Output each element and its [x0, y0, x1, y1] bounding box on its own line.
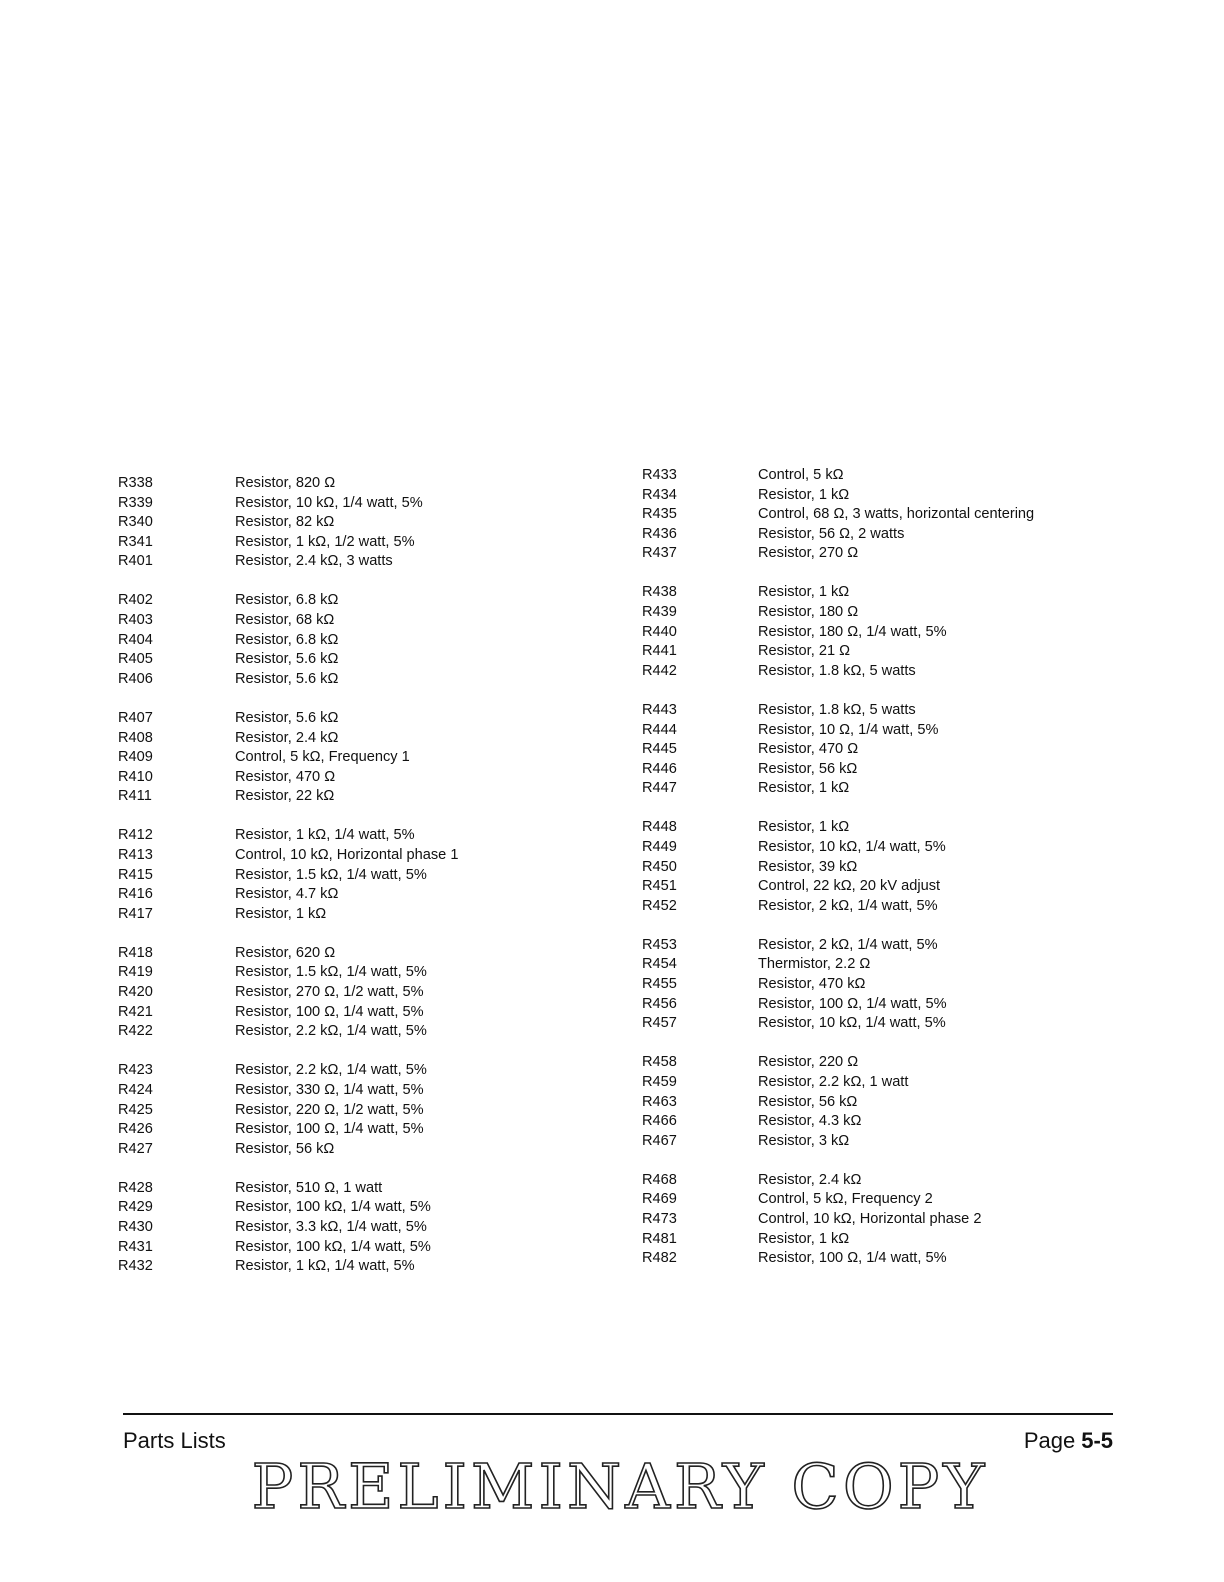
part-row — [642, 1073, 1092, 1093]
part-reference: R445 — [642, 741, 677, 758]
part-description: Resistor, 56 Ω, 2 watts — [758, 525, 905, 542]
parts-group — [118, 709, 598, 807]
parts-group — [118, 826, 598, 924]
part-reference: R456 — [642, 995, 677, 1012]
part-row — [118, 1140, 598, 1160]
part-description: Resistor, 100 kΩ, 1/4 watt, 5% — [235, 1238, 431, 1255]
part-reference: R438 — [642, 584, 677, 601]
part-row — [118, 611, 598, 631]
part-row — [642, 544, 1092, 564]
part-reference: R428 — [118, 1179, 153, 1196]
part-row — [118, 1003, 598, 1023]
part-reference: R432 — [118, 1258, 153, 1275]
part-description: Resistor, 620 Ω — [235, 944, 336, 961]
part-row — [118, 1198, 598, 1218]
part-description: Resistor, 1.5 kΩ, 1/4 watt, 5% — [235, 964, 427, 981]
part-description: Resistor, 1 kΩ — [758, 819, 850, 836]
part-reference: R427 — [118, 1140, 153, 1157]
part-row — [642, 721, 1092, 741]
parts-group — [642, 701, 1092, 799]
parts-group — [642, 1171, 1092, 1269]
part-description: Resistor, 2 kΩ, 1/4 watt, 5% — [758, 897, 938, 914]
part-row — [118, 474, 598, 494]
part-description: Resistor, 100 Ω, 1/4 watt, 5% — [235, 1003, 424, 1020]
part-reference: R437 — [642, 545, 677, 562]
part-row — [642, 1249, 1092, 1269]
part-reference: R457 — [642, 1015, 677, 1032]
part-reference: R420 — [118, 984, 153, 1001]
part-row — [642, 779, 1092, 799]
part-row — [118, 513, 598, 533]
part-reference: R408 — [118, 729, 153, 746]
part-row — [642, 701, 1092, 721]
part-row — [118, 631, 598, 651]
part-reference: R429 — [118, 1199, 153, 1216]
part-description: Resistor, 1.8 kΩ, 5 watts — [758, 662, 916, 679]
part-reference: R455 — [642, 976, 677, 993]
part-reference: R458 — [642, 1054, 677, 1071]
part-reference: R407 — [118, 709, 153, 726]
part-reference: R415 — [118, 866, 153, 883]
part-row — [642, 995, 1092, 1015]
part-reference: R447 — [642, 780, 677, 797]
part-description: Resistor, 470 kΩ — [758, 976, 866, 993]
part-description: Resistor, 10 kΩ, 1/4 watt, 5% — [235, 494, 423, 511]
part-reference: R433 — [642, 467, 677, 483]
stamp-text: PRELIMINARY COPY — [251, 1452, 989, 1522]
part-reference: R444 — [642, 721, 677, 738]
part-row — [642, 505, 1092, 525]
part-description: Resistor, 1 kΩ — [758, 584, 850, 601]
part-row — [118, 1218, 598, 1238]
part-reference: R409 — [118, 749, 153, 766]
part-row — [642, 1112, 1092, 1132]
part-row — [642, 818, 1092, 838]
part-reference: R467 — [642, 1132, 677, 1149]
part-description: Resistor, 220 Ω, 1/2 watt, 5% — [235, 1101, 424, 1118]
part-description: Resistor, 56 kΩ — [758, 1093, 858, 1110]
parts-group — [118, 1179, 598, 1277]
part-description: Control, 5 kΩ, Frequency 2 — [758, 1191, 933, 1208]
parts-group — [642, 936, 1092, 1034]
part-row — [118, 1022, 598, 1042]
part-reference: R401 — [118, 553, 153, 570]
part-row — [118, 533, 598, 553]
part-reference: R424 — [118, 1081, 153, 1098]
footer-divider — [123, 1413, 1113, 1415]
part-description: Resistor, 56 kΩ — [758, 760, 858, 777]
part-description: Resistor, 56 kΩ — [235, 1140, 335, 1157]
part-reference: R469 — [642, 1191, 677, 1208]
part-description: Resistor, 270 Ω — [758, 545, 859, 562]
part-reference: R442 — [642, 662, 677, 679]
part-description: Control, 5 kΩ, Frequency 1 — [235, 749, 410, 766]
part-description: Resistor, 2 kΩ, 1/4 watt, 5% — [758, 936, 938, 953]
part-reference: R449 — [642, 839, 677, 855]
part-description: Resistor, 180 Ω, 1/4 watt, 5% — [758, 623, 947, 640]
part-row — [118, 944, 598, 964]
part-row — [642, 583, 1092, 603]
part-reference: R481 — [642, 1230, 677, 1247]
part-reference: R405 — [118, 651, 153, 668]
part-description: Resistor, 68 kΩ — [235, 612, 335, 629]
part-row — [118, 963, 598, 983]
part-row — [118, 591, 598, 611]
part-row — [642, 877, 1092, 897]
part-description: Resistor, 10 kΩ, 1/4 watt, 5% — [758, 839, 946, 855]
part-description: Resistor, 22 kΩ — [235, 788, 335, 805]
parts-group — [118, 474, 598, 572]
part-description: Resistor, 21 Ω — [758, 643, 851, 660]
part-row — [642, 603, 1092, 623]
part-reference: R402 — [118, 592, 153, 609]
part-row — [642, 858, 1092, 878]
parts-group — [642, 1053, 1092, 1151]
part-row — [642, 955, 1092, 975]
part-reference: R482 — [642, 1250, 677, 1267]
part-reference: R450 — [642, 858, 677, 875]
part-row — [118, 1179, 598, 1199]
part-description: Resistor, 2.4 kΩ — [758, 1171, 862, 1188]
part-reference: R413 — [118, 847, 153, 863]
part-description: Resistor, 5.6 kΩ — [235, 670, 339, 687]
part-description: Thermistor, 2.2 Ω — [758, 956, 871, 973]
part-row — [642, 1053, 1092, 1073]
part-row — [118, 494, 598, 514]
part-description: Resistor, 1 kΩ, 1/4 watt, 5% — [235, 827, 415, 844]
part-description: Resistor, 10 kΩ, 1/4 watt, 5% — [758, 1015, 946, 1032]
part-description: Resistor, 10 Ω, 1/4 watt, 5% — [758, 721, 939, 738]
part-row — [118, 650, 598, 670]
part-reference: R440 — [642, 623, 677, 640]
part-reference: R338 — [118, 475, 153, 491]
part-reference: R473 — [642, 1211, 677, 1227]
part-row — [642, 1014, 1092, 1034]
part-reference: R418 — [118, 944, 153, 961]
part-description: Control, 10 kΩ, Horizontal phase 2 — [758, 1211, 982, 1227]
part-description: Resistor, 100 kΩ, 1/4 watt, 5% — [235, 1199, 431, 1216]
part-row — [118, 846, 598, 866]
part-reference: R403 — [118, 612, 153, 629]
part-description: Resistor, 2.4 kΩ, 3 watts — [235, 553, 393, 570]
part-reference: R404 — [118, 631, 153, 648]
part-reference: R468 — [642, 1171, 677, 1188]
part-reference: R451 — [642, 878, 677, 895]
part-row — [642, 1230, 1092, 1250]
part-row — [642, 897, 1092, 917]
part-reference: R453 — [642, 936, 677, 953]
part-description: Resistor, 3 kΩ — [758, 1132, 850, 1149]
part-description: Resistor, 4.7 kΩ — [235, 886, 339, 903]
part-row — [118, 709, 598, 729]
footer-section-title: Parts Lists — [123, 1428, 226, 1453]
part-reference: R448 — [642, 819, 677, 836]
part-row — [118, 1257, 598, 1277]
part-row — [642, 1132, 1092, 1152]
part-row — [118, 885, 598, 905]
part-description: Resistor, 1.8 kΩ, 5 watts — [758, 701, 916, 718]
part-description: Resistor, 330 Ω, 1/4 watt, 5% — [235, 1081, 424, 1098]
part-description: Resistor, 100 Ω, 1/4 watt, 5% — [758, 1250, 947, 1267]
part-reference: R446 — [642, 760, 677, 777]
part-reference: R416 — [118, 886, 153, 903]
part-row — [118, 729, 598, 749]
part-description: Resistor, 1 kΩ — [235, 905, 327, 922]
part-reference: R441 — [642, 643, 677, 660]
part-row — [642, 975, 1092, 995]
part-row — [642, 936, 1092, 956]
part-description: Control, 68 Ω, 3 watts, horizontal centering — [758, 506, 1035, 523]
footer-page-indicator — [1024, 1428, 1113, 1454]
part-description: Resistor, 100 Ω, 1/4 watt, 5% — [235, 1121, 424, 1138]
parts-group — [118, 1061, 598, 1159]
part-description: Resistor, 3.3 kΩ, 1/4 watt, 5% — [235, 1219, 427, 1235]
part-row — [642, 1190, 1092, 1210]
part-description: Resistor, 82 kΩ — [235, 514, 335, 531]
part-row — [642, 623, 1092, 643]
parts-group — [642, 466, 1092, 564]
part-reference: R412 — [118, 827, 153, 844]
part-description: Resistor, 100 Ω, 1/4 watt, 5% — [758, 995, 947, 1012]
part-description: Resistor, 470 Ω — [758, 741, 859, 758]
part-row — [642, 466, 1092, 486]
part-row — [118, 552, 598, 572]
part-reference: R443 — [642, 701, 677, 718]
part-description: Resistor, 5.6 kΩ — [235, 709, 339, 726]
part-row — [642, 1210, 1092, 1230]
part-row — [118, 905, 598, 925]
part-row — [118, 983, 598, 1003]
part-description: Resistor, 6.8 kΩ — [235, 631, 339, 648]
part-description: Resistor, 1 kΩ, 1/2 watt, 5% — [235, 533, 415, 550]
part-row — [118, 826, 598, 846]
part-description: Resistor, 270 Ω, 1/2 watt, 5% — [235, 984, 424, 1001]
part-reference: R431 — [118, 1238, 153, 1255]
parts-list-left-column — [118, 474, 598, 1296]
part-reference: R423 — [118, 1062, 153, 1079]
part-row — [118, 748, 598, 768]
part-description: Resistor, 470 Ω — [235, 768, 336, 785]
part-reference: R454 — [642, 956, 677, 973]
part-reference: R452 — [642, 897, 677, 914]
part-row — [118, 768, 598, 788]
part-row — [642, 642, 1092, 662]
part-row — [642, 740, 1092, 760]
part-reference: R426 — [118, 1121, 153, 1138]
part-reference: R435 — [642, 506, 677, 523]
part-row — [118, 1081, 598, 1101]
part-reference: R406 — [118, 670, 153, 687]
part-reference: R430 — [118, 1219, 153, 1235]
part-description: Resistor, 2.2 kΩ, 1/4 watt, 5% — [235, 1062, 427, 1079]
part-reference: R421 — [118, 1003, 153, 1020]
part-row — [118, 866, 598, 886]
part-row — [642, 1171, 1092, 1191]
part-reference: R425 — [118, 1101, 153, 1118]
part-reference: R419 — [118, 964, 153, 981]
part-description: Control, 10 kΩ, Horizontal phase 1 — [235, 847, 459, 863]
preliminary-copy-stamp — [250, 1452, 990, 1522]
part-description: Control, 22 kΩ, 20 kV adjust — [758, 878, 941, 895]
part-reference: R410 — [118, 768, 153, 785]
part-reference: R434 — [642, 486, 677, 503]
parts-list-right-column — [642, 466, 1092, 1288]
page-label: Page — [1023, 1428, 1076, 1453]
part-row — [642, 525, 1092, 545]
part-reference: R439 — [642, 604, 677, 621]
part-row — [642, 1093, 1092, 1113]
part-reference: R466 — [642, 1113, 677, 1130]
part-description: Resistor, 180 Ω — [758, 604, 859, 621]
parts-group — [642, 818, 1092, 916]
part-description: Resistor, 1 kΩ — [758, 486, 850, 503]
part-description: Control, 5 kΩ — [758, 467, 844, 483]
part-description: Resistor, 820 Ω — [235, 475, 336, 491]
part-reference: R459 — [642, 1073, 677, 1090]
part-reference: R417 — [118, 905, 153, 922]
part-row — [642, 760, 1092, 780]
part-reference: R436 — [642, 525, 677, 542]
part-description: Resistor, 4.3 kΩ — [758, 1113, 862, 1130]
part-reference: R340 — [118, 514, 153, 531]
part-description: Resistor, 1 kΩ, 1/4 watt, 5% — [235, 1258, 415, 1275]
part-row — [118, 1238, 598, 1258]
part-description: Resistor, 2.2 kΩ, 1/4 watt, 5% — [235, 1023, 427, 1040]
page-number: 5-5 — [1081, 1428, 1113, 1453]
part-description: Resistor, 5.6 kΩ — [235, 651, 339, 668]
part-description: Resistor, 6.8 kΩ — [235, 592, 339, 609]
part-row — [118, 670, 598, 690]
part-description: Resistor, 220 Ω — [758, 1054, 859, 1071]
parts-group — [118, 591, 598, 689]
part-row — [642, 662, 1092, 682]
part-description: Resistor, 1.5 kΩ, 1/4 watt, 5% — [235, 866, 427, 883]
part-row — [118, 1101, 598, 1121]
part-description: Resistor, 1 kΩ — [758, 780, 850, 797]
parts-group — [642, 583, 1092, 681]
part-row — [642, 838, 1092, 858]
part-row — [118, 787, 598, 807]
part-reference: R422 — [118, 1023, 153, 1040]
part-description: Resistor, 2.2 kΩ, 1 watt — [758, 1073, 909, 1090]
parts-group — [118, 944, 598, 1042]
part-description: Resistor, 1 kΩ — [758, 1230, 850, 1247]
part-description: Resistor, 2.4 kΩ — [235, 729, 339, 746]
part-row — [118, 1120, 598, 1140]
part-row — [642, 486, 1092, 506]
part-description: Resistor, 510 Ω, 1 watt — [235, 1179, 383, 1196]
part-description: Resistor, 39 kΩ — [758, 858, 858, 875]
part-reference: R463 — [642, 1093, 677, 1110]
part-reference: R339 — [118, 494, 153, 511]
part-reference: R411 — [118, 788, 152, 805]
part-row — [118, 1061, 598, 1081]
part-reference: R341 — [118, 533, 153, 550]
